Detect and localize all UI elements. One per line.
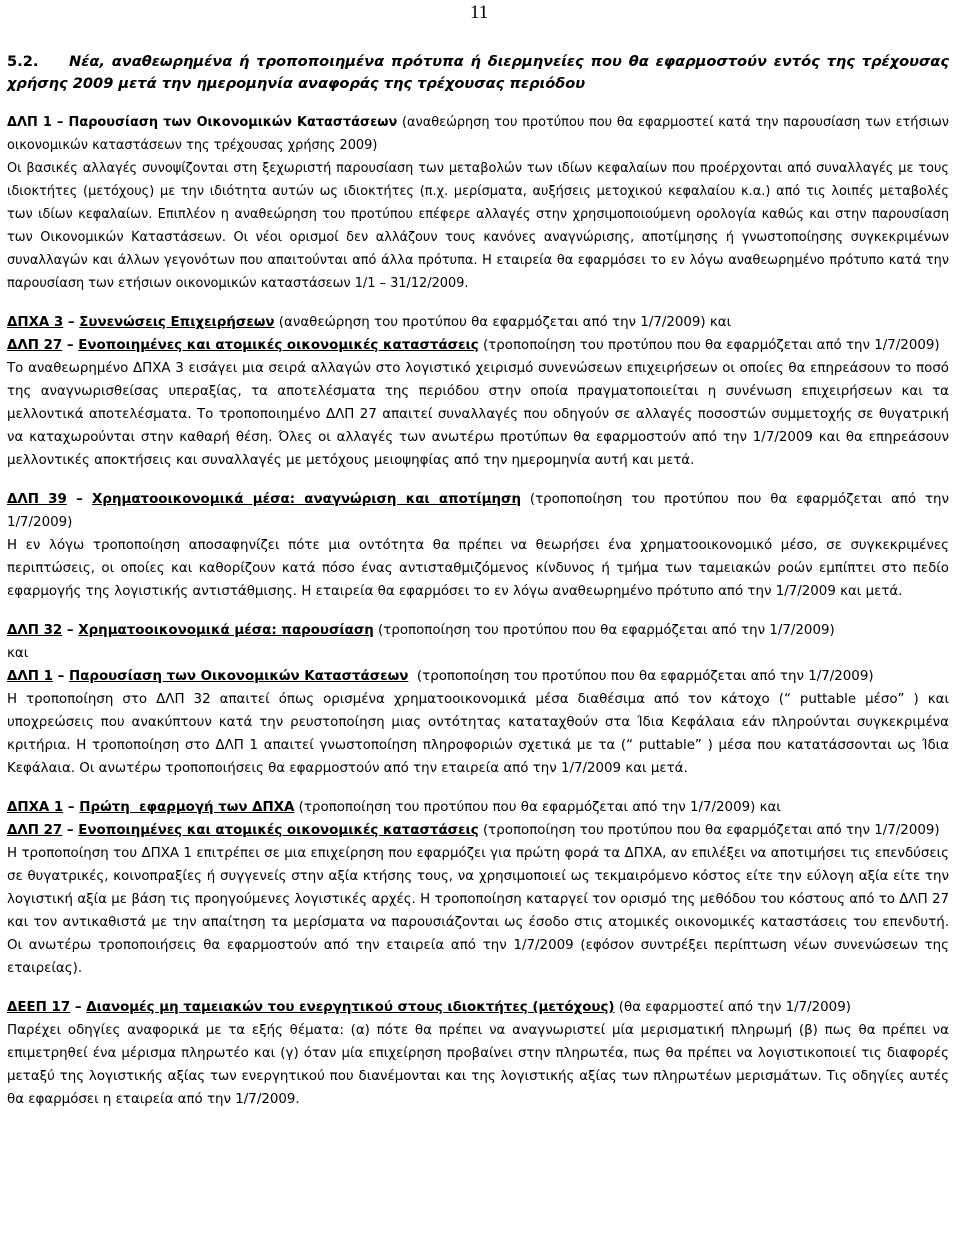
- standard-name: Συνενώσεις Επιχειρήσεων: [79, 315, 275, 330]
- standard-name: Ενοποιημένες και ατομικές οικονομικές καταστάσεις: [78, 823, 479, 838]
- standard-name: Πρώτη εφαρμογή των ΔΠΧΑ: [79, 800, 295, 815]
- page-number: 11: [470, 2, 489, 23]
- standard-dpxa3: ΔΠΧΑ 3 – Συνενώσεις Επιχειρήσεων (αναθεώρηση του προτύπου θα εφαρμόζεται από την 1/7/2009) και ΔΛΠ 27 – Ενοποιημένες και ατομικές οικονομικές καταστάσεις (τροποποίηση του προτύπου που θα εφαρμόζεται από την 1/7/2009) Το αναθεωρημένο ΔΠΧΑ 3 εισάγει μια σειρά αλλαγών στο λογιστικό χειρισμό συνενώσεων επιχειρήσεων οι οποίες θα επηρεάσουν το ποσό της αναγνωρισθείσας υπεραξίας, τα αποτελέσματα της περιόδου στην οποία πραγματοποιείται η συνένωση επιχειρήσεων και τα μελλοντικά αποτελέσματα. Το τροποποιημένο ΔΛΠ 27 απαιτεί συναλλαγές που οδηγούν σε αλλαγές ποσοστών συμμετοχής σε θυγατρική να καταχωρούνται στην καθαρή θέση. Όλες οι αλλαγές των ανωτέρω προτύπων θα εφαρμοστούν από την 1/7/2009 και θα επηρεάσουν μελλοντικές αποκτήσεις και συναλλαγές με μετόχους μειοψηφίας από την ημερομηνία αυτή και μετά.: [7, 311, 949, 472]
- standard-name: Ενοποιημένες και ατομικές οικονομικές καταστάσεις: [78, 338, 479, 353]
- standard-code: ΔΛΠ 39: [7, 492, 67, 507]
- standard-code: ΔΛΠ 32: [7, 623, 63, 638]
- standard-name: Χρηματοοικονομικά μέσα: αναγνώριση και αποτίμηση: [92, 492, 521, 507]
- section-heading: [7, 51, 949, 95]
- section-title: Νέα, αναθεωρημένα ή τροποποιημένα πρότυπα ή διερμηνείες που θα εφαρμοστούν εντός της τρέχουσας χρήσης 2009 μετά την ημερομηνία αναφοράς της τρέχουσας περιόδου: [7, 53, 949, 92]
- standard-deep17: ΔΕΕΠ 17 – Διανομές μη ταμειακών του ενεργητικού στους ιδιοκτήτες (μετόχους) (θα εφαρμοστεί από την 1/7/2009) Παρέχει οδηγίες αναφορικά με τα εξής θέματα: (α) πότε θα πρέπει να αναγνωριστεί μία μερισματική πληρωμή (β) πως θα πρέπει να επιμετρηθεί ένα μέρισμα πληρωτέο και (γ) όταν μία επιχείρηση προβαίνει στην πληρωτέα, πως θα πρέπει να λογιστικοποιεί τις διαφορές μεταξύ της λογιστικής αξίας των ενεργητικού που διανέμονται και της λογιστικής αξίας των πληρωτέων μερισμάτων. Τις οδηγίες αυτές θα εφαρμόσει η εταιρεία από την 1/7/2009.: [7, 996, 949, 1111]
- conjunction: και: [7, 646, 29, 661]
- standard-dlp39: ΔΛΠ 39 – Χρηματοοικονομικά μέσα: αναγνώριση και αποτίμηση (τροποποίηση του προτύπου που θα εφαρμόζεται από την 1/7/2009) Η εν λόγω τροποποίηση αποσαφηνίζει πότε μια οντότητα θα πρέπει να θεωρήσει ένα χρηματοοικονομικό μέσο, σε συγκεκριμένες περιπτώσεις, οι οποίες και καθορίζουν κατά πόσο ένας αντισταθμιζόμενος κίνδυνος ή τμήμα των ταμειακών ροών εμπίπτει στο πεδίο εφαρμογής της λογιστικής αντιστάθμισης. Η εταιρεία θα εφαρμόσει το εν λόγω αναθεωρημένο πρότυπο από την 1/7/2009 και μετά.: [7, 488, 949, 603]
- standard-code: ΔΛΠ 1: [7, 115, 52, 130]
- standard-name: Χρηματοοικονομικά μέσα: παρουσίαση: [78, 623, 374, 638]
- standard-intro: (αναθεώρηση του προτύπου που θα εφαρμοστεί κατά την παρουσίαση των ετήσιων οικονομικών καταστάσεων της τρέχουσας χρήσης 2009): [7, 115, 949, 153]
- standard-body: Η τροποποίηση στο ΔΛΠ 32 απαιτεί όπως ορισμένα χρηματοοικονομικά μέσα διαθέσιμα από τον κάτοχο (“ puttable μέσο” ) και υποχρεώσεις που ανακύπτουν κατά την ρευστοποίηση μιας οντότητας καταταχθούν στα Ίδια Κεφάλαια εάν πληρούνται συγκεκριμένα κριτήρια. Η τροποποίηση στο ΔΛΠ 1 απαιτεί γνωστοποίηση πληροφοριών σχετικά με τα (“ puttable” ) μέσα που κατατάσσονται ως Ίδια Κεφάλαια. Οι ανωτέρω τροποποιήσεις θα εφαρμοστούν από την εταιρεία από την 1/7/2009 και μετά.: [7, 692, 949, 776]
- standard-name: Παρουσίαση των Οικονομικών Καταστάσεων: [68, 115, 398, 130]
- standard-dpxa1: ΔΠΧΑ 1 – Πρώτη εφαρμογή των ΔΠΧΑ (τροποποίηση του προτύπου που θα εφαρμόζεται από την 1/7/2009) και ΔΛΠ 27 – Ενοποιημένες και ατομικές οικονομικές καταστάσεις (τροποποίηση του προτύπου που θα εφαρμόζεται από την 1/7/2009) Η τροποποίηση του ΔΠΧΑ 1 επιτρέπει σε μια επιχείρηση που εφαρμόζει για πρώτη φορά τα ΔΠΧΑ, αν επιλέξει να αποτιμήσει τις επενδύσεις σε θυγατρικές, κοινοπραξίες ή συγγενείς στην αξία κτήσης τους, να χρησιμοποιεί ως τεκμαιρόμενο κόστος είτε την εύλογη αξία είτε την λογιστική αξία με βάση τις προηγούμενες λογιστικές αρχές. Η τροποποίηση καταργεί τον ορισμό της μεθόδου του κόστους από το ΔΛΠ 27 και τον αντικαθιστά με την απαίτηση τα μερίσματα να παρουσιάζονται ως έσοδο στις ατομικές οικονομικές καταστάσεις του επενδυτή. Οι ανωτέρω τροποποιήσεις θα εφαρμοστούν από την εταιρεία από την 1/7/2009 (εφόσον συντρέξει περίπτωση νέων συνενώσεων της εταιρείας).: [7, 796, 949, 980]
- standard-name: Διανομές μη ταμειακών του ενεργητικού στους ιδιοκτήτες (μετόχους): [86, 1000, 615, 1015]
- standard-body: Η εν λόγω τροποποίηση αποσαφηνίζει πότε μια οντότητα θα πρέπει να θεωρήσει ένα χρηματοοικονομικό μέσο, σε συγκεκριμένες περιπτώσεις, οι οποίες και καθορίζουν κατά πόσο ένας αντισταθμιζόμενος κίνδυνος ή τμήμα των ταμειακών ροών εμπίπτει στο πεδίο εφαρμογής της λογιστικής αντιστάθμισης. Η εταιρεία θα εφαρμόσει το εν λόγω αναθεωρημένο πρότυπο από την 1/7/2009 και μετά.: [7, 538, 949, 599]
- section-number: 5.2.: [7, 53, 39, 70]
- standard-body: Το αναθεωρημένο ΔΠΧΑ 3 εισάγει μια σειρά αλλαγών στο λογιστικό χειρισμό συνενώσεων επιχειρήσεων οι οποίες θα επηρεάσουν το ποσό της αναγνωρισθείσας υπεραξίας, τα αποτελέσματα της περιόδου στην οποία πραγματοποιείται η συνένωση επιχειρήσεων και τα μελλοντικά αποτελέσματα. Το τροποποιημένο ΔΛΠ 27 απαιτεί συναλλαγές που οδηγούν σε αλλαγές ποσοστών συμμετοχής σε θυγατρική να καταχωρούνται στην καθαρή θέση. Όλες οι αλλαγές των ανωτέρω προτύπων θα εφαρμοστούν από την 1/7/2009 και θα επηρεάσουν μελλοντικές αποκτήσεις και συναλλαγές με μετόχους μειοψηφίας από την ημερομηνία αυτή και μετά.: [7, 361, 949, 468]
- standard-body: Οι βασικές αλλαγές συνοψίζονται στη ξεχωριστή παρουσίαση των μεταβολών των ιδίων κεφαλαίων που προέρχονται από συναλλαγές με τους ιδιοκτήτες (μετόχους) με την ιδιότητα αυτών ως ιδιοκτήτες (π.χ. μερίσματα, αυξήσεις μετοχικού κεφαλαίου κ.α.) από τις λοιπές μεταβολές των ιδίων κεφαλαίων. Επιπλέον η αναθεώρηση του προτύπου επέφερε αλλαγές στην χρησιμοποιούμενη ορολογία καθώς και στην παρουσίαση των Οικονομικών Καταστάσεων. Οι νέοι ορισμοί δεν αλλάζουν τους κανόνες αναγνώρισης, αποτίμησης ή γνωστοποίησης συγκεκριμένων συναλλαγών και άλλων γεγονότων που απαιτούνται από άλλα πρότυπα. Η εταιρεία θα εφαρμόσει το εν λόγω αναθεωρημένο πρότυπο κατά την παρουσίαση των ετήσιων οικονομικών καταστάσεων 1/1 – 31/12/2009.: [7, 161, 949, 291]
- standard-code: ΔΛΠ 27: [7, 338, 63, 353]
- standard-code: ΔΠΧΑ 1: [7, 800, 64, 815]
- standard-code: ΔΛΠ 1: [7, 669, 53, 684]
- standard-code: ΔΠΧΑ 3: [7, 315, 64, 330]
- standard-body: Η τροποποίηση του ΔΠΧΑ 1 επιτρέπει σε μια επιχείρηση που εφαρμόζει για πρώτη φορά τα ΔΠΧΑ, αν επιλέξει να αποτιμήσει τις επενδύσεις σε θυγατρικές, κοινοπραξίες ή συγγενείς στην αξία κτήσης τους, να χρησιμοποιεί ως τεκμαιρόμενο κόστος είτε την εύλογη αξία είτε την λογιστική αξία με βάση τις προηγούμενες λογιστικές αρχές. Η τροποποίηση καταργεί τον ορισμό της μεθόδου του κόστους από το ΔΛΠ 27 και τον αντικαθιστά με την απαίτηση τα μερίσματα να παρουσιάζονται ως έσοδο στις ατομικές οικονομικές καταστάσεις του επενδυτή. Οι ανωτέρω τροποποιήσεις θα εφαρμοστούν από την εταιρεία από την 1/7/2009 (εφόσον συντρέξει περίπτωση νέων συνενώσεων της εταιρείας).: [7, 846, 949, 976]
- standard-body: Παρέχει οδηγίες αναφορικά με τα εξής θέματα: (α) πότε θα πρέπει να αναγνωριστεί μία μερισματική πληρωμή (β) πως θα πρέπει να επιμετρηθεί ένα μέρισμα πληρωτέο και (γ) όταν μία επιχείρηση προβαίνει στην πληρωτέα, πως θα πρέπει να λογιστικοποιεί τις διαφορές μεταξύ της λογιστικής αξίας των ενεργητικού που διανέμονται και της λογιστικής αξίας των πληρωτέων μερισμάτων. Τις οδηγίες αυτές θα εφαρμόσει η εταιρεία από την 1/7/2009.: [7, 1023, 949, 1107]
- standard-code: ΔΛΠ 27: [7, 823, 63, 838]
- standard-code: ΔΕΕΠ 17: [7, 1000, 71, 1015]
- standard-dlp1: ΔΛΠ 1 – Παρουσίαση των Οικονομικών Καταστάσεων (αναθεώρηση του προτύπου που θα εφαρμοστεί κατά την παρουσίαση των ετήσιων οικονομικών καταστάσεων της τρέχουσας χρήσης 2009) Οι βασικές αλλαγές συνοψίζονται στη ξεχωριστή παρουσίαση των μεταβολών των ιδίων κεφαλαίων που προέρχονται από συναλλαγές με τους ιδιοκτήτες (μετόχους) με την ιδιότητα αυτών ως ιδιοκτήτες (π.χ. μερίσματα, αυξήσεις μετοχικού κεφαλαίου κ.α.) από τις λοιπές μεταβολές των ιδίων κεφαλαίων. Επιπλέον η αναθεώρηση του προτύπου επέφερε αλλαγές στην χρησιμοποιούμενη ορολογία καθώς και στην παρουσίαση των Οικονομικών Καταστάσεων. Οι νέοι ορισμοί δεν αλλάζουν τους κανόνες αναγνώρισης, αποτίμησης ή γνωστοποίησης συγκεκριμένων συναλλαγών και άλλων γεγονότων που απαιτούνται από άλλα πρότυπα. Η εταιρεία θα εφαρμόσει το εν λόγω αναθεωρημένο πρότυπο κατά την παρουσίαση των ετήσιων οικονομικών καταστάσεων 1/1 – 31/12/2009.: [7, 111, 949, 295]
- document-body: [7, 51, 949, 1127]
- standard-name: Παρουσίαση των Οικονομικών Καταστάσεων: [68, 669, 409, 684]
- standard-dlp32: ΔΛΠ 32 – Χρηματοοικονομικά μέσα: παρουσίαση (τροποποίηση του προτύπου που θα εφαρμόζεται από την 1/7/2009) και ΔΛΠ 1 – Παρουσίαση των Οικονομικών Καταστάσεων (τροποποίηση του προτύπου που θα εφαρμόζεται από την 1/7/2009) Η τροποποίηση στο ΔΛΠ 32 απαιτεί όπως ορισμένα χρηματοοικονομικά μέσα διαθέσιμα από τον κάτοχο (“ puttable μέσο” ) και υποχρεώσεις που ανακύπτουν κατά την ρευστοποίηση μιας οντότητας καταταχθούν στα Ίδια Κεφάλαια εάν πληρούνται συγκεκριμένα κριτήρια. Η τροποποίηση στο ΔΛΠ 1 απαιτεί γνωστοποίηση πληροφοριών σχετικά με τα (“ puttable” ) μέσα που κατατάσσονται ως Ίδια Κεφάλαια. Οι ανωτέρω τροποποιήσεις θα εφαρμοστούν από την εταιρεία από την 1/7/2009 και μετά.: [7, 619, 949, 780]
